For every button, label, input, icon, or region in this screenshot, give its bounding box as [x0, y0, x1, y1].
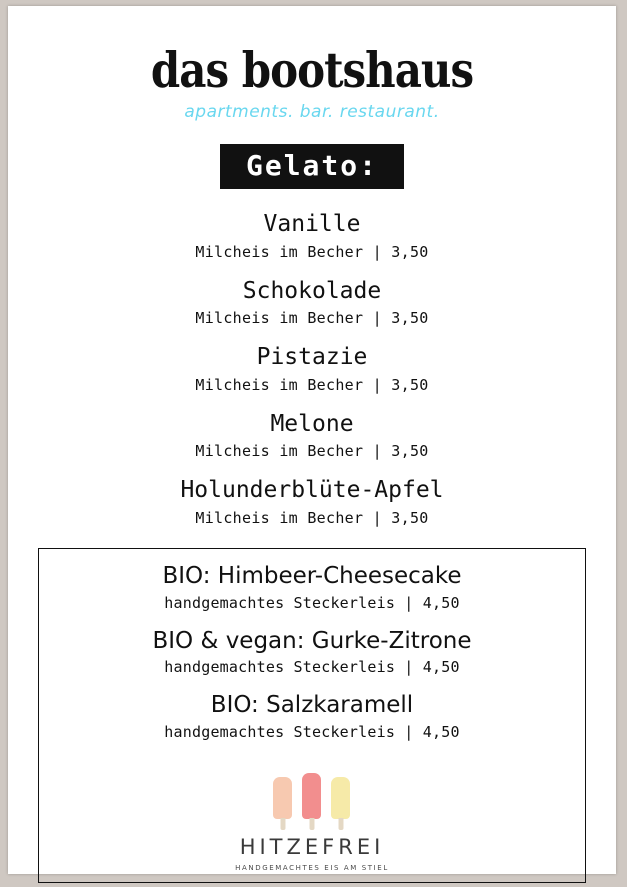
bio-flavour-description: handgemachtes Steckerleis | 4,50 [164, 722, 460, 741]
brand-header [20, 42, 604, 122]
bio-flavour-name: BIO: Himbeer-Cheesecake [162, 562, 462, 589]
bio-flavour-description: handgemachtes Steckerleis | 4,50 [164, 593, 460, 612]
list-item [20, 344, 604, 394]
bio-flavour-name: BIO & vegan: Gurke-Zitrone [152, 627, 472, 654]
bio-flavour-name: BIO: Salzkaramell [210, 692, 414, 719]
list-item [152, 628, 471, 677]
flavour-description: Milcheis im Becher | 3,50 [195, 442, 429, 461]
hitzefrei-brand [235, 763, 389, 872]
flavour-name: Holunderblüte-Apfel [180, 477, 444, 504]
flavour-name: Schokolade [242, 277, 382, 304]
hitzefrei-brand-name: HITZEFREI [239, 834, 385, 859]
gelato-list [20, 211, 604, 544]
flavour-description: Milcheis im Becher | 3,50 [195, 242, 429, 261]
flavour-name: Melone [270, 410, 354, 437]
popsicle-icon-2 [302, 773, 321, 819]
flavour-name: Vanille [263, 211, 361, 237]
section-title-text: Gelato: [245, 149, 378, 182]
bio-flavour-description: handgemachtes Steckerleis | 4,50 [164, 658, 460, 677]
popsicle-icon-3 [331, 777, 350, 819]
popsicle-icon [235, 763, 389, 819]
flavour-description: Milcheis im Becher | 3,50 [195, 508, 429, 527]
list-item [20, 477, 604, 527]
flavour-description: Milcheis im Becher | 3,50 [195, 375, 429, 394]
flavour-name: Pistazie [256, 344, 368, 371]
menu-content [20, 18, 604, 872]
bootshaus-logo-subtitle: apartments. bar. restaurant. [184, 102, 440, 122]
bootshaus-logo-text: das bootshaus [150, 42, 474, 99]
list-item [164, 692, 459, 741]
flavour-description: Milcheis im Becher | 3,50 [195, 309, 429, 328]
list-item [20, 211, 604, 261]
list-item [20, 278, 604, 328]
bio-section [38, 548, 586, 883]
list-item [20, 411, 604, 461]
hitzefrei-brand-tagline: HANDGEMACHTES EIS AM STIEL [235, 863, 389, 872]
list-item [162, 563, 461, 612]
menu-page [8, 6, 616, 874]
section-title-gelato [220, 144, 404, 189]
popsicle-icon-1 [273, 777, 292, 819]
